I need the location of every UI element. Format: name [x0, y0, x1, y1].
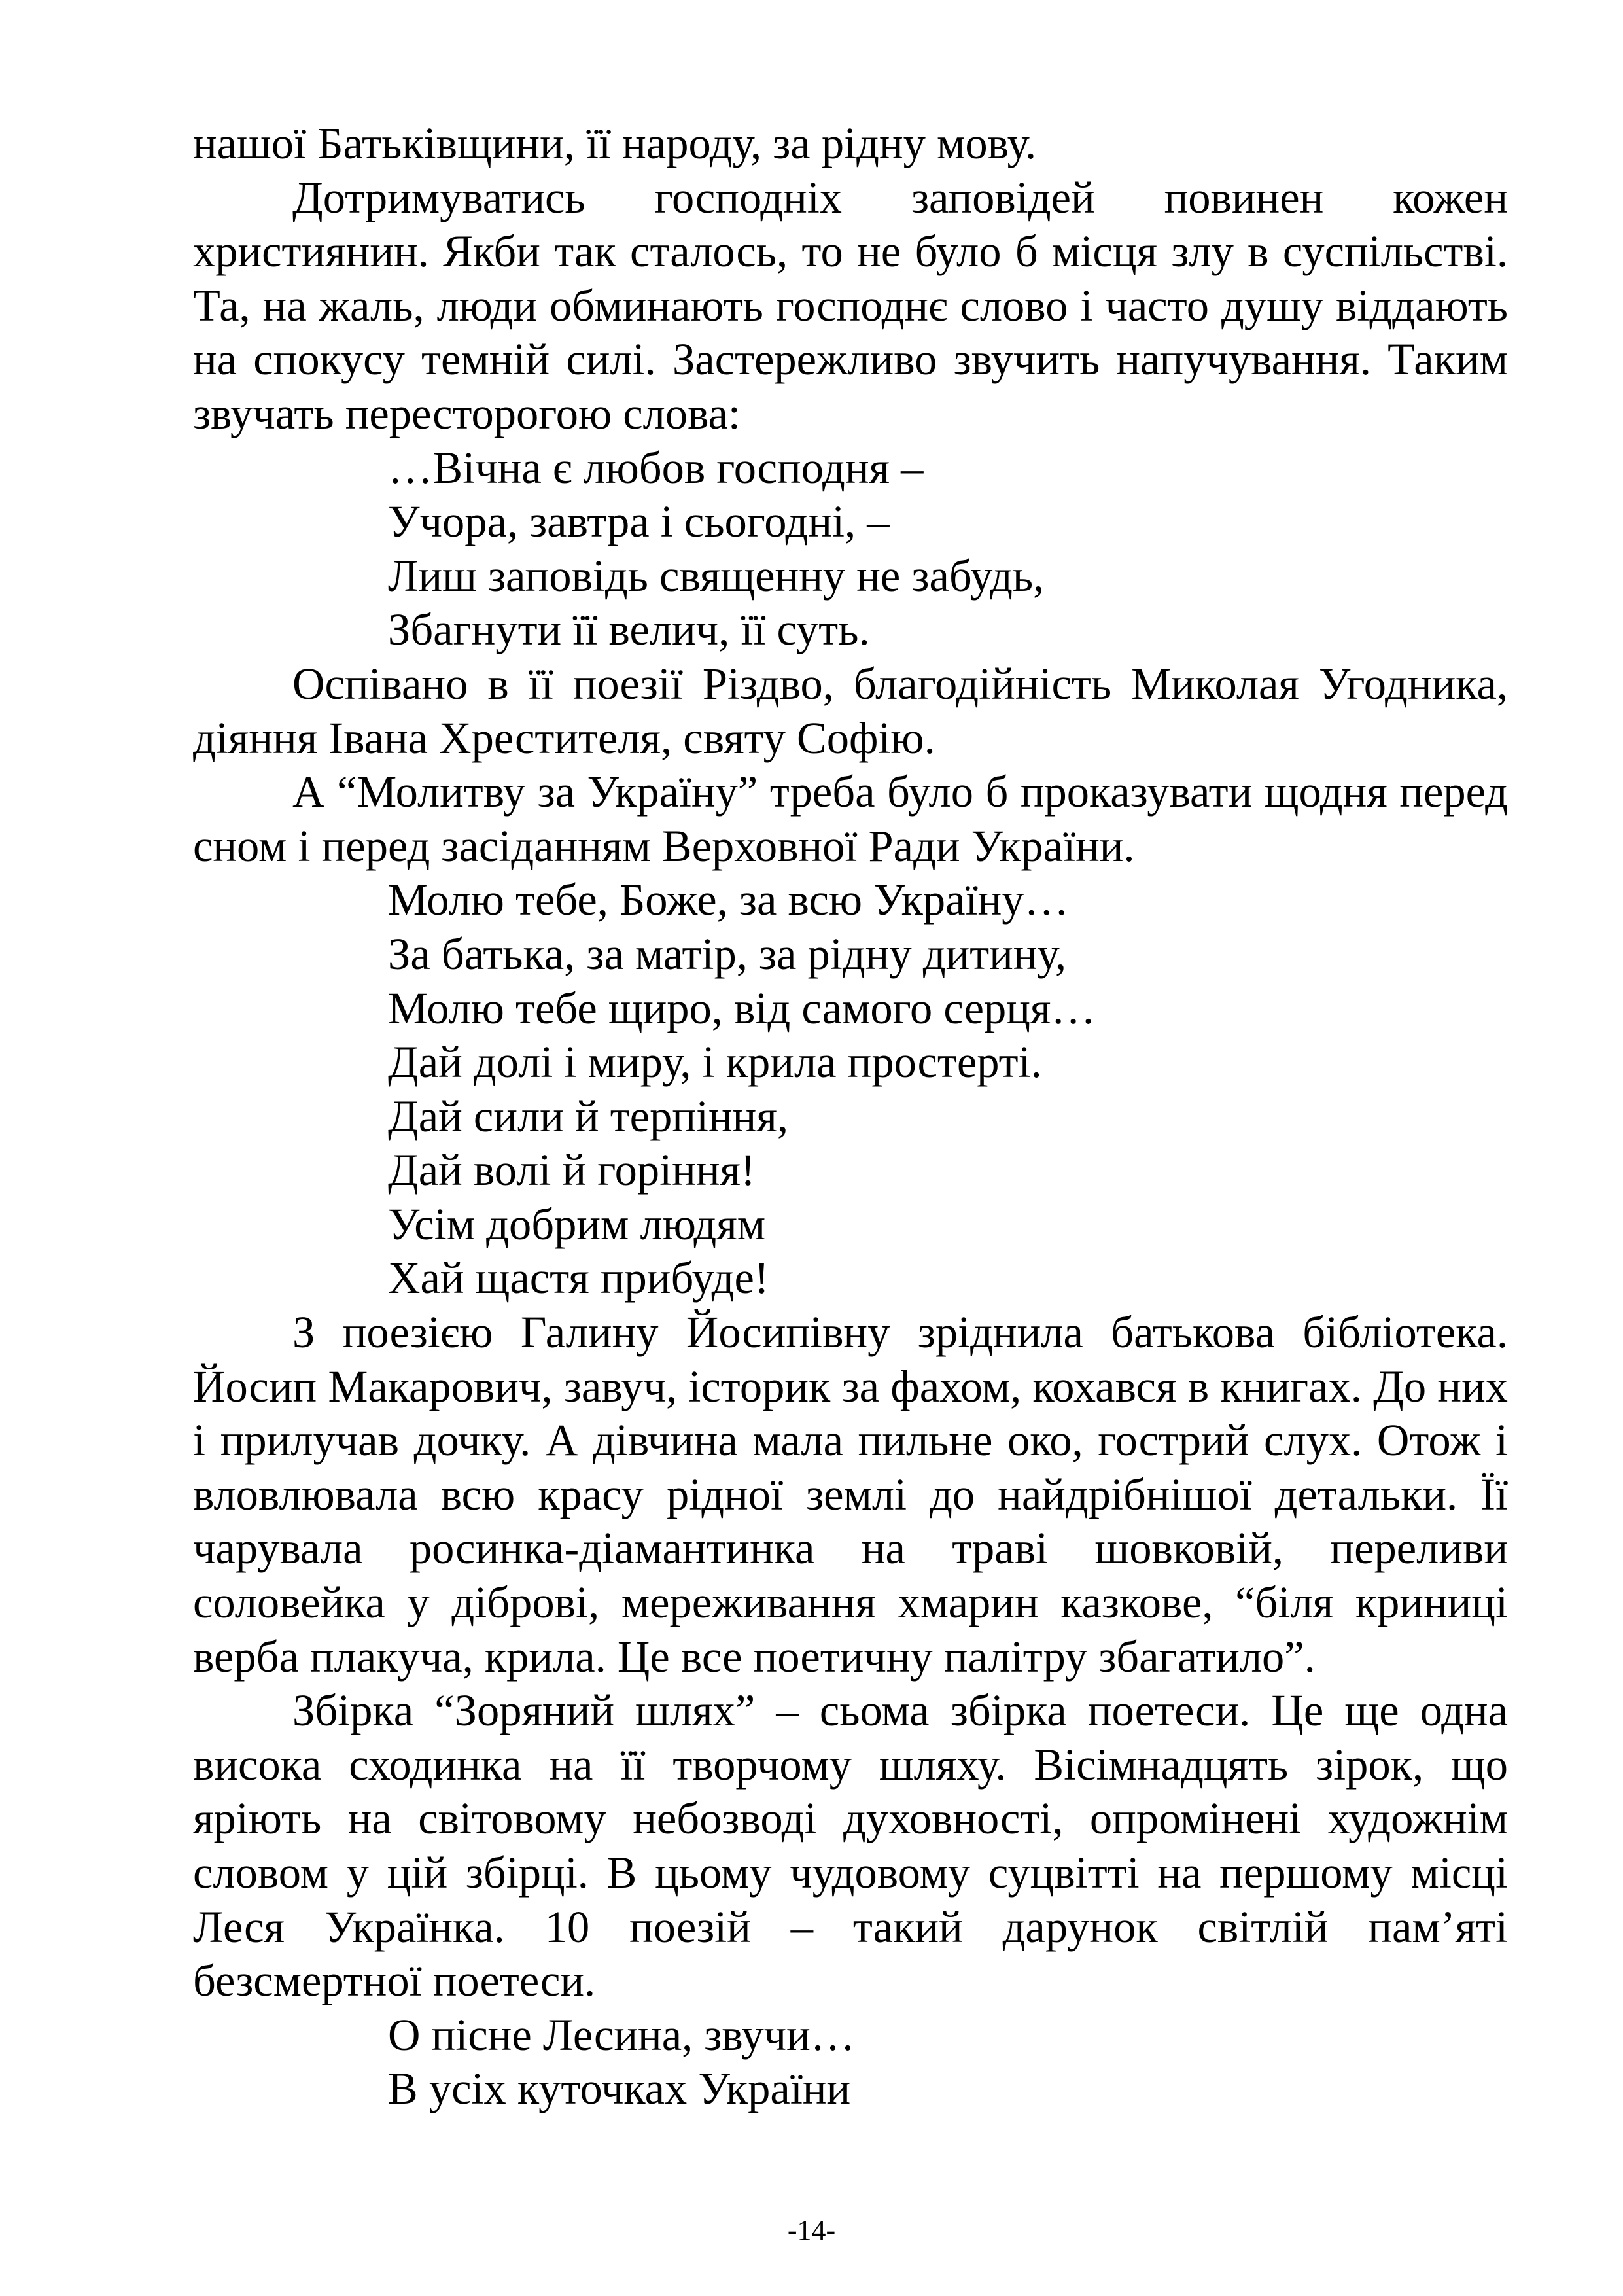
verse-line: Хай щастя прибуде! — [388, 1253, 769, 1303]
paragraph-library: З поезією Галину Йосипівну зріднила батькова бібліотека. Йосип Макарович, завуч, історик за фахом, кохався в книгах. До них і прилучав дочку. А дівчина мала пильне око, гострий слух. Отож і вловлювала всю красу рідної землі до найдрібнішої детальки. Її чарувала росинка-діамантинка на траві шовковій, переливи соловейка у діброві, мереживання хмарин казкове, “біля криниці верба плакуча, крила. Це все поетичну палітру збагатило”. — [193, 1307, 1508, 1682]
verse-love-of-god — [193, 441, 1508, 657]
verse-line: Молю тебе щиро, від самого серця… — [388, 983, 1096, 1033]
verse-line: О пісне Лесина, звучи… — [388, 2009, 856, 2060]
verse-line: За батька, за матір, за рідну дитину, — [388, 928, 1066, 979]
verse-line: Збагнути її велич, її суть. — [388, 605, 870, 655]
paragraph-continuation: нашої Батьківщини, її народу, за рідну мову. — [193, 118, 1037, 168]
paragraph-christmas: Оспівано в її поезії Різдво, благодійність Миколая Угодника, діяння Івана Хрестителя, святу Софію. — [193, 658, 1508, 763]
page-number: -14- — [787, 2214, 836, 2246]
verse-line: Дай долі і миру, і крила простерті. — [388, 1037, 1042, 1087]
paragraph-starry-path: Збірка “Зоряний шлях” – сьома збірка поетеси. Це ще одна висока сходинка на її творчому шляху. Вісімнадцять зірок, що яріють на світовому небозводі духовності, опромінені художнім словом у цій збірці. В цьому чудовому суцвітті на першому місці Леся Українка. 10 поезій – такий дарунок світлій пам’яті безсмертної поетеси. — [193, 1686, 1508, 2006]
verse-line: Дай волі й горіння! — [388, 1145, 756, 1195]
verse-line: Учора, завтра і сьогодні, – — [388, 497, 890, 547]
verse-line: Молю тебе, Боже, за всю Україну… — [388, 875, 1070, 925]
verse-line: Лиш заповідь священну не забудь, — [388, 550, 1045, 601]
verse-line: В усіх куточках України — [388, 2064, 851, 2114]
paragraph-prayer: А “Молитву за Україну” треба було б проказувати щодня перед сном і перед засіданням Верховної Ради України. — [193, 767, 1508, 871]
verse-line: Усім добрим людям — [388, 1199, 766, 1249]
body-text — [193, 116, 1508, 2116]
verse-line: …Вічна є любов господня – — [388, 442, 924, 493]
paragraph-commandments: Дотримуватись господніх заповідей повинен кожен християнин. Якби так сталось, то не було б місця злу в суспільстві. Та, на жаль, люди обминають господнє слово і часто душу віддають на спокусу темній силі. Застережливо звучить напучування. Таким звучать пересторогою слова: — [193, 172, 1508, 438]
verse-lesia-song — [193, 2008, 1508, 2116]
verse-prayer-for-ukraine — [193, 873, 1508, 1305]
verse-line: Дай сили й терпіння, — [388, 1091, 788, 1141]
